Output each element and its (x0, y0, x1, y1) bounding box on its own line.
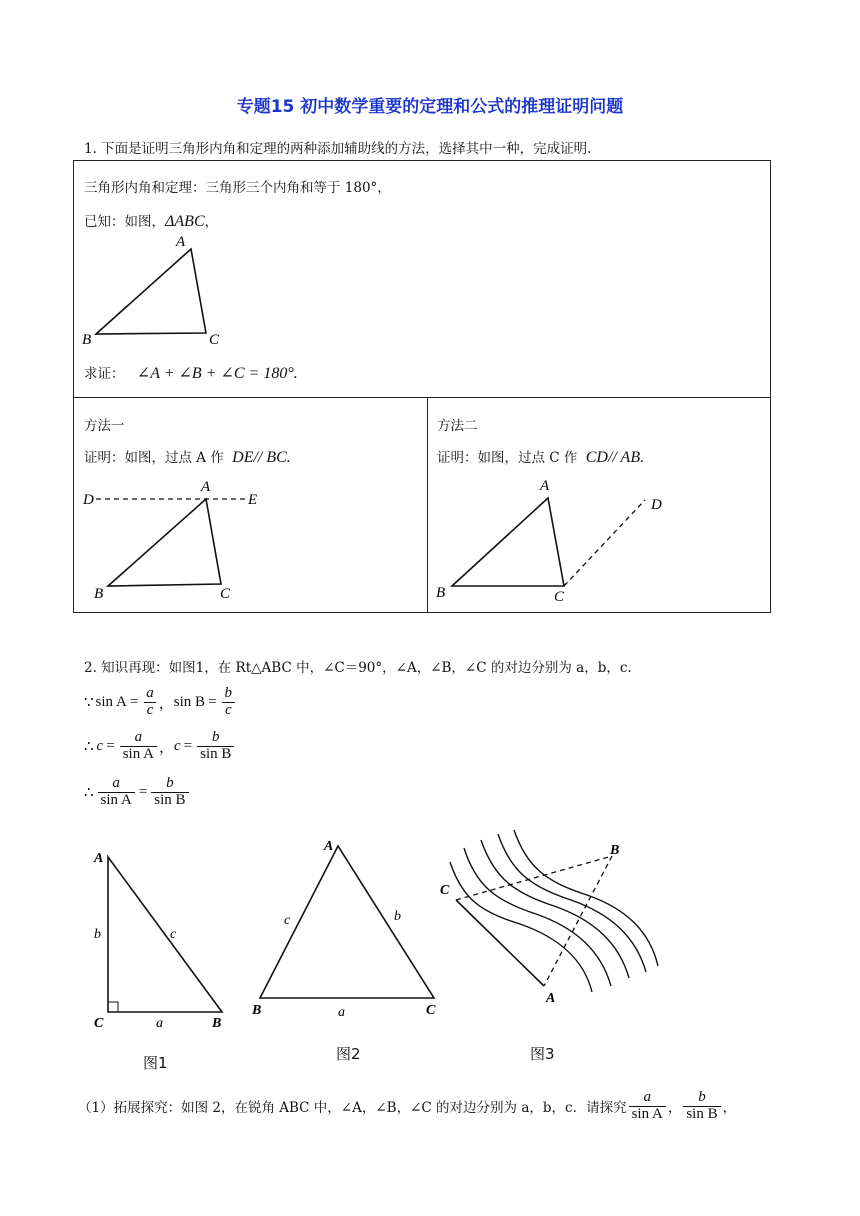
label-d: D (651, 497, 662, 513)
formula-line-2 (84, 730, 236, 763)
fraction-a-over-sina: $\frac{a}{\text{sin A}}$ (629, 1090, 666, 1123)
label-e: E (248, 492, 258, 508)
label-c: C (440, 883, 450, 898)
fraction-a-over-c: $\frac{a}{c}$ (143, 686, 157, 719)
side-b: b (394, 909, 401, 924)
figure-2-caption: 图2 (336, 1045, 361, 1063)
figure-2 (248, 832, 448, 1022)
label-a: A (94, 851, 104, 866)
figure-1-caption: 图1 (143, 1054, 168, 1072)
triangle-abc (96, 249, 206, 334)
fraction-b-over-sinb: $\frac{b}{\text{sin B}}$ (151, 776, 188, 809)
equals: = (138, 783, 148, 800)
given-triangle: ΔABC (165, 213, 205, 230)
label-c: C (426, 1003, 436, 1018)
label-a: A (546, 991, 556, 1006)
sin-b-text: sin B (173, 693, 206, 710)
given-line (84, 210, 218, 231)
given-suffix: ， (204, 214, 219, 230)
label-b: B (82, 332, 92, 347)
right-angle-mark (108, 1002, 118, 1012)
right-triangle (108, 857, 222, 1012)
label-a: A (324, 839, 334, 854)
equals: = (106, 737, 115, 754)
label-c: C (554, 589, 565, 605)
line-cb (456, 856, 612, 900)
label-c: C (220, 586, 231, 602)
side-a: a (156, 1016, 163, 1031)
fraction-b-over-sinb: $\frac{b}{\text{sin B}}$ (683, 1090, 720, 1123)
method1-figure (78, 476, 278, 606)
q1-prompt: 1. 下面是证明三角形内角和定理的两种添加辅助线的方法，选择其中一种，完成证明. (84, 141, 592, 157)
therefore-symbol: ∴ (84, 738, 94, 755)
figure-1 (86, 840, 236, 1040)
prove-prefix: 求证： (84, 366, 125, 382)
triangle-abc-m2 (452, 498, 564, 586)
therefore-symbol: ∴ (84, 784, 94, 801)
table-divider-h (73, 397, 771, 398)
triangle-abc-figure (78, 232, 238, 347)
table-divider-v (427, 397, 428, 613)
label-d: D (83, 492, 94, 508)
figure-3 (436, 826, 666, 1016)
var-c: c (173, 737, 181, 754)
label-b: B (610, 843, 620, 858)
prove-statement: ∠A + ∠B + ∠C = 180°. (136, 365, 298, 382)
river-curves (450, 830, 658, 992)
label-c: C (94, 1016, 104, 1031)
theorem-statement: 三角形内角和定理：三角形三个内角和等于 180°， (84, 180, 391, 196)
method1-title: 方法一 (84, 418, 125, 434)
method2-title: 方法二 (437, 418, 478, 434)
method2-figure (430, 470, 680, 606)
prove-line (84, 362, 298, 383)
comma: ， (158, 695, 174, 712)
fraction-a-over-sina: $\frac{a}{\text{sin A}}$ (98, 776, 135, 809)
fraction-b-over-c: $\frac{b}{c}$ (222, 686, 236, 719)
triangle-abc-m1 (108, 499, 221, 586)
q2-prompt: 2. 知识再现：如图1，在 Rt△ABC 中，∠C＝90°，∠A，∠B，∠C 的对边分别为 a，b，c. (84, 660, 632, 676)
equals: = (129, 693, 139, 710)
label-b: B (212, 1016, 222, 1031)
comma: ， (722, 1100, 737, 1117)
given-prefix: 已知：如图， (84, 214, 165, 230)
label-b: B (252, 1003, 262, 1018)
sin-a-text: sin A (95, 693, 127, 710)
page-title: 专题15 初中数学重要的定理和公式的推理证明问题 (236, 97, 624, 117)
method1-proof (84, 446, 291, 467)
equals: = (183, 737, 193, 754)
formula-line-1 (84, 686, 237, 719)
label-b: B (436, 585, 446, 601)
sub-question-1 (78, 1090, 736, 1123)
figure-3-caption: 图3 (530, 1045, 555, 1063)
sub1-text: （1）拓展探究：如图 2，在锐角 ABC 中，∠A，∠B，∠C 的对边分别为 a，b，c．请探究 (78, 1100, 627, 1117)
comma: ， (667, 1100, 682, 1117)
side-c: c (170, 927, 177, 942)
side-a: a (338, 1005, 345, 1020)
method2-proof-text: 证明：如图，过点 C 作 (437, 450, 578, 466)
var-c: c (96, 737, 104, 754)
label-c: C (209, 332, 220, 347)
side-b: b (94, 927, 101, 942)
line-cd (564, 500, 645, 586)
label-a: A (201, 479, 211, 495)
label-b: B (94, 586, 104, 602)
equals: = (208, 693, 217, 710)
side-c: c (284, 913, 291, 928)
fraction-b-over-sinb: $\frac{b}{\text{sin B}}$ (197, 730, 234, 763)
formula-line-3 (84, 776, 191, 809)
method1-proof-text: 证明：如图，过点 A 作 (84, 450, 224, 466)
comma: ， (158, 739, 174, 756)
method2-proof (437, 446, 644, 467)
method2-proof-math: CD// AB. (585, 449, 645, 466)
method1-proof-math: DE// BC. (232, 449, 291, 466)
label-a: A (540, 478, 550, 494)
label-a: A (176, 234, 186, 250)
fraction-a-over-sina: $\frac{a}{\text{sin A}}$ (120, 730, 157, 763)
because-symbol: ∵ (84, 694, 94, 711)
